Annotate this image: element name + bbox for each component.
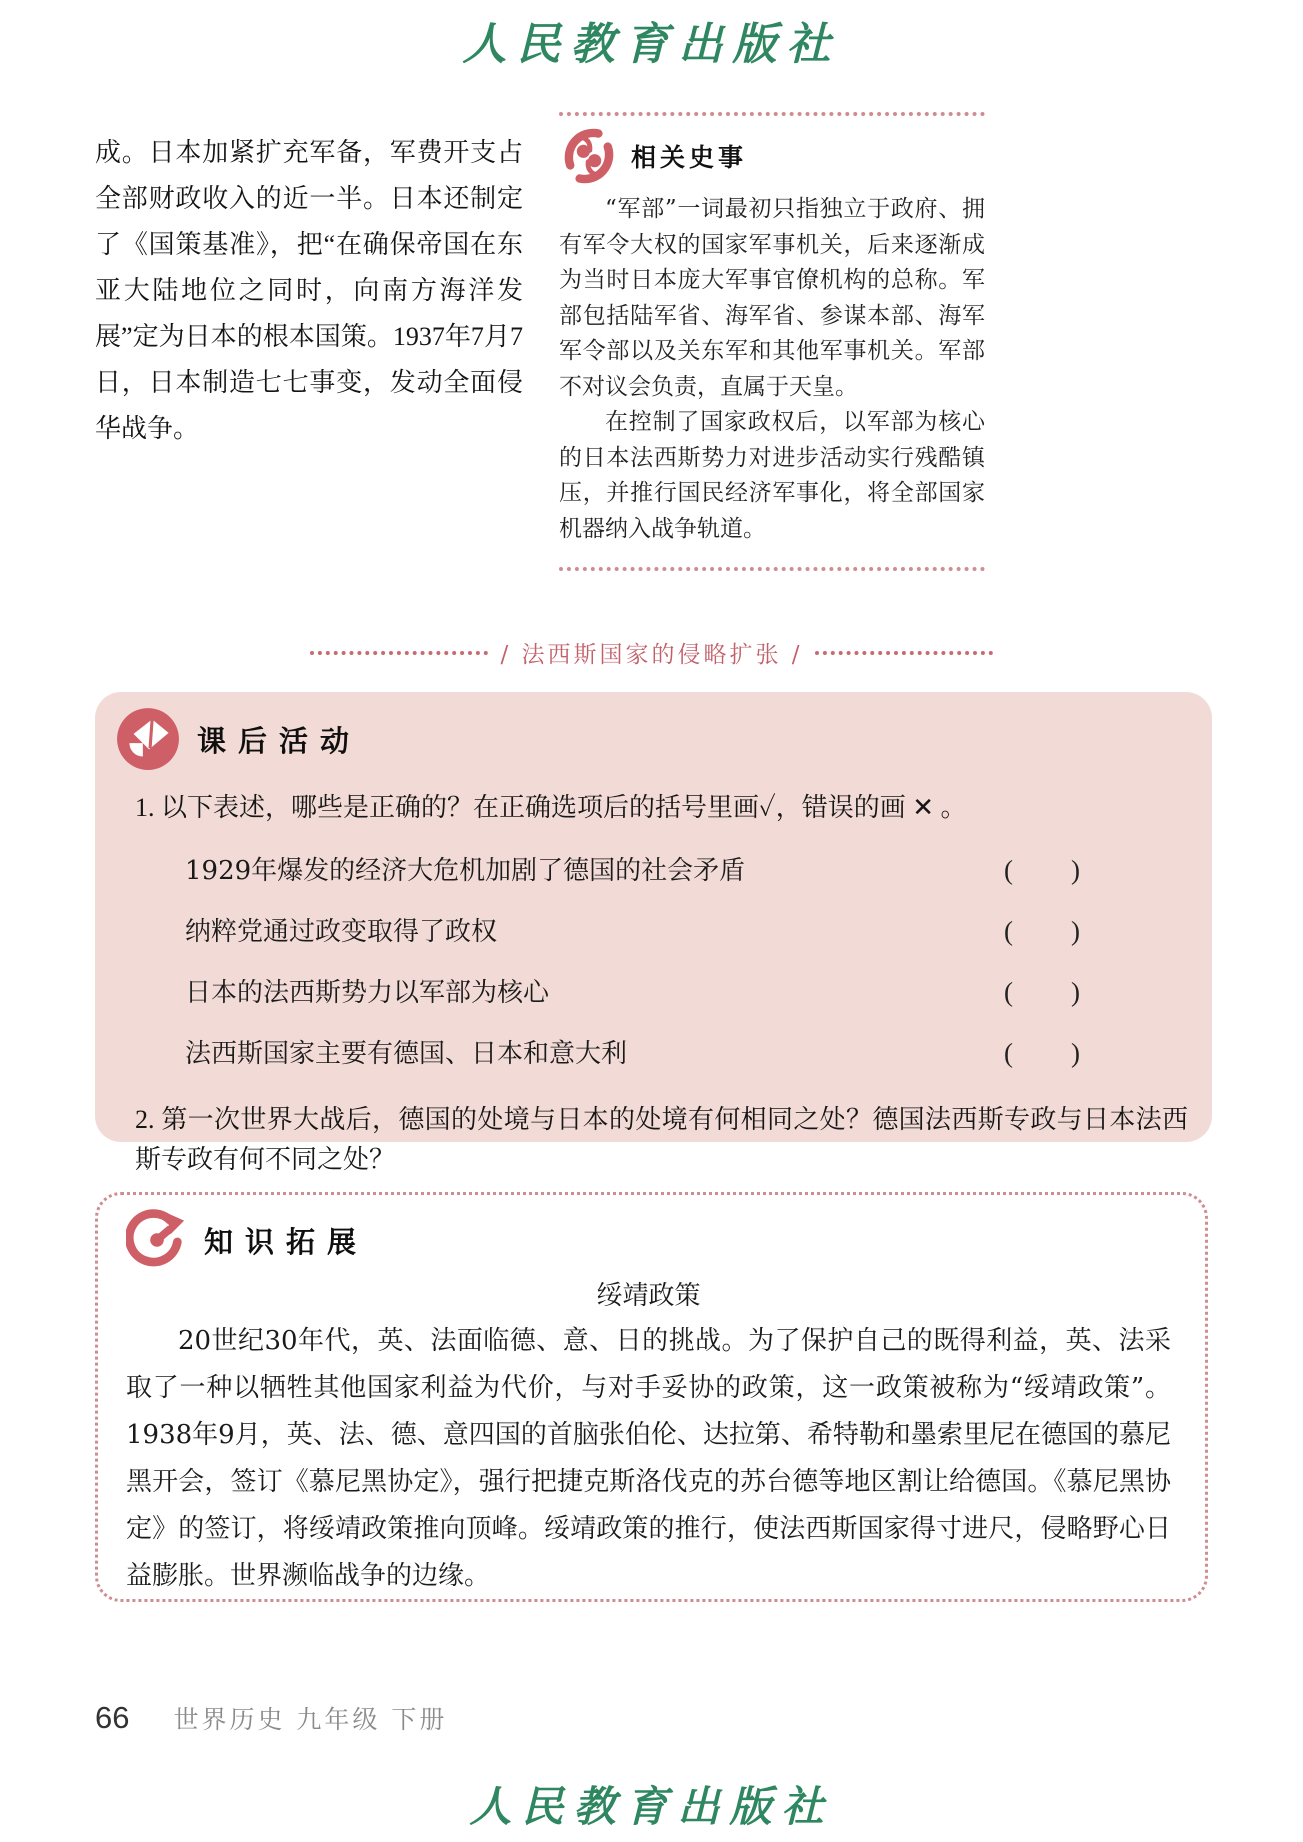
activity-option-text: 日本的法西斯势力以军部为核心 bbox=[185, 978, 550, 1008]
footer-caption: 世界历史 九年级 下册 bbox=[173, 1705, 448, 1734]
answer-brackets: ( ) bbox=[1004, 916, 1080, 946]
page-footer bbox=[95, 1700, 447, 1736]
activity-header bbox=[95, 692, 1212, 772]
activity-option-row bbox=[185, 972, 1080, 1009]
swirl-commas-icon bbox=[559, 126, 619, 186]
answer-brackets: ( ) bbox=[1004, 855, 1080, 885]
after-class-activity-box bbox=[95, 692, 1212, 1174]
publisher-logo-bottom: 人民教育出版社 bbox=[469, 1782, 834, 1831]
activity-option-text: 1929年爆发的经济大危机加剧了德国的社会矛盾 bbox=[185, 856, 746, 886]
knowledge-header bbox=[126, 1209, 1171, 1271]
related-history-box bbox=[559, 112, 985, 571]
activity-option-row bbox=[185, 850, 1080, 887]
publisher-logo-top: 人民教育出版社 bbox=[462, 19, 841, 70]
related-history-paragraph-1: “军部”一词最初只指独立于政府、拥有军令大权的国家军事机关，后来逐渐成为当时日本庞大军事官僚机构的总称。军部包括陆军省、海军省、参谋本部、海军军令部以及关东军和其他军事机关。军部不对议会负责，直属于天皇。 bbox=[559, 196, 985, 400]
related-history-paragraph-2: 在控制了国家政权后，以军部为核心的日本法西斯势力对进步活动实行残酷镇压，并推行国民经济军事化，将全部国家机器纳入战争轨道。 bbox=[559, 409, 985, 542]
circular-arrow-icon bbox=[126, 1209, 188, 1271]
knowledge-title: 知识拓展 bbox=[204, 1226, 369, 1259]
knowledge-extension-box bbox=[95, 1192, 1208, 1602]
answer-brackets: ( ) bbox=[1004, 977, 1080, 1007]
activity-option-row bbox=[185, 911, 1080, 948]
activity-question-2: 2. 第一次世界大战后，德国的处境与日本的处境有何相同之处？德国法西斯专政与日本法西斯专政有何不同之处？ bbox=[135, 1105, 1188, 1174]
related-history-title: 相关史事 bbox=[631, 144, 748, 172]
activity-option-row bbox=[185, 1033, 1080, 1070]
related-history-header bbox=[559, 126, 985, 186]
knowledge-body: 20世纪30年代，英、法面临德、意、日的挑战。为了保护自己的既得利益，英、法采取了一种以牺牲其他国家利益为代价，与对手妥协的政策，这一政策被称为“绥靖政策”。1938年9月，英、法、德、意四国的首脑张伯伦、达拉第、希特勒和墨索里尼在德国的慕尼黑开会，签订《慕尼黑协定》，强行把捷克斯洛伐克的苏台德等地区割让给德国。《慕尼黑协定》的签订，将绥靖政策推向顶峰。绥靖政策的推行，使法西斯国家得寸进尺，侵略野心日益膨胀。世界濒临战争的边缘。 bbox=[126, 1326, 1171, 1591]
knowledge-subtitle: 绥靖政策 bbox=[596, 1281, 701, 1311]
activity-question-1: 1. 以下表述，哪些是正确的？在正确选项后的括号里画✓，错误的画 ✕ 。 bbox=[135, 793, 967, 822]
page-number: 66 bbox=[95, 1700, 130, 1735]
divider-label: / 法西斯国家的侵略扩张 / bbox=[500, 642, 803, 668]
activity-option-text: 纳粹党通过政变取得了政权 bbox=[185, 917, 498, 947]
open-book-icon bbox=[115, 706, 181, 772]
activity-option-text: 法西斯国家主要有德国、日本和意大利 bbox=[185, 1039, 628, 1069]
intro-paragraph: 成。日本加紧扩充军备，军费开支占全部财政收入的近一半。日本还制定了《国策基准》，把“在确保帝国在东亚大陆地位之同时，向南方海洋发展”定为日本的根本国策。1937年7月7日，日本制造七七事变，发动全面侵华战争。 bbox=[95, 138, 523, 443]
divider-dots-right bbox=[815, 651, 993, 655]
top-section bbox=[95, 112, 985, 571]
answer-brackets: ( ) bbox=[1004, 1038, 1080, 1068]
section-divider bbox=[0, 636, 1303, 669]
divider-dots-left bbox=[310, 651, 488, 655]
activity-title: 课后活动 bbox=[197, 725, 362, 758]
